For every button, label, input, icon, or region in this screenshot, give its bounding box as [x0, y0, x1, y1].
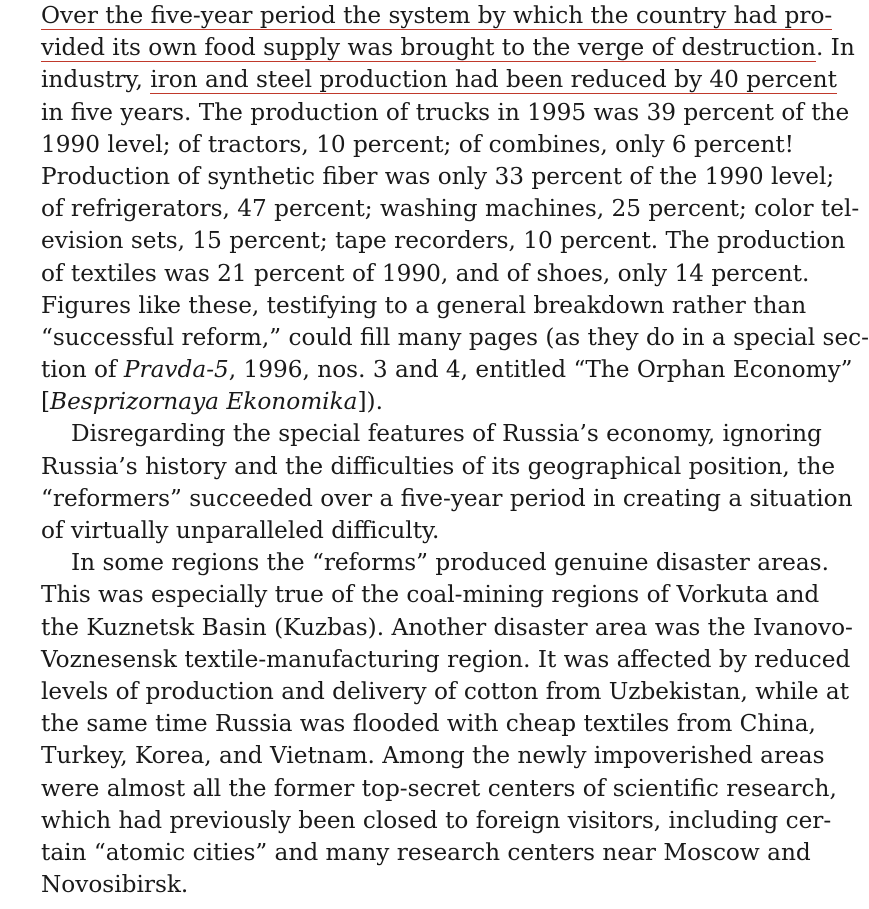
highlighted-text: iron and steel production had been reduced by 40 percent	[150, 66, 837, 94]
text-run: levels of production and delivery of cotton from Uzbekistan, while at	[41, 677, 850, 705]
text-line	[41, 547, 829, 579]
italic-text: Pravda-5	[123, 356, 229, 384]
text-run: [	[41, 388, 51, 416]
text-run: in five years. The production of trucks in 1995 was 39 percent of the	[41, 98, 850, 126]
text-line	[41, 773, 837, 805]
text-run: of virtually unparalleled difficulty.	[41, 517, 440, 544]
paragraph	[41, 547, 853, 901]
text-line	[41, 32, 855, 64]
text-line	[41, 676, 850, 708]
highlighted-text: vided its own food supply was brought to the verge of destruction	[41, 34, 816, 62]
document-page	[41, 0, 869, 901]
highlighted-text: Over the five-year period the system by which the country had pro-	[41, 2, 833, 29]
text-line	[41, 708, 816, 740]
text-line	[41, 644, 851, 676]
text-run: Turkey, Korea, and Vietnam. Among the newly impoverished areas	[41, 742, 825, 770]
text-line	[41, 612, 853, 644]
text-line	[41, 258, 810, 290]
text-run: 1990 level; of tractors, 10 percent; of combines, only 6 percent!	[41, 130, 794, 158]
text-run: of refrigerators, 47 percent; washing machines, 25 percent; color tel-	[41, 195, 860, 223]
text-run: Production of synthetic fiber was only 33 percent of the 1990 level;	[41, 162, 835, 190]
text-run: Figures like these, testifying to a general breakdown rather than	[41, 291, 807, 319]
text-run: tain “atomic cities” and many research centers near Moscow and	[41, 838, 811, 866]
text-run: “successful reform,” could fill many pages (as they do in a special sec-	[41, 323, 869, 351]
text-run: tion of	[41, 356, 124, 384]
text-line	[41, 386, 786, 418]
paragraph	[41, 418, 853, 547]
text-run: Novosibirsk.	[41, 871, 189, 899]
text-line	[41, 225, 846, 257]
text-line	[41, 129, 794, 161]
text-run: In some regions the “reforms” produced genuine disaster areas.	[71, 549, 829, 577]
text-run: “reformers” succeeded over a five-year period in creating a situation	[41, 484, 853, 512]
text-run: industry,	[41, 66, 151, 94]
text-line	[41, 354, 853, 386]
text-run: evision sets, 15 percent; tape recorders, 10 percent. The production	[41, 227, 846, 255]
text-run: were almost all the former top-secret centers of scientific research,	[41, 774, 837, 802]
text-run: which had previously been closed to foreign visitors, including cer-	[41, 806, 832, 834]
text-line	[41, 97, 850, 129]
text-run: the Kuznetsk Basin (Kuzbas). Another disaster area was the Ivanovo-	[41, 613, 853, 641]
text-run: of textiles was 21 percent of 1990, and of shoes, only 14 percent.	[41, 259, 810, 287]
text-line	[41, 579, 820, 611]
text-line	[41, 740, 825, 772]
text-line	[41, 837, 811, 869]
text-run: . In	[815, 34, 855, 62]
text-line	[41, 322, 869, 354]
text-line	[41, 805, 832, 837]
italic-text: Besprizornaya Ekonomika	[50, 388, 358, 416]
text-line	[41, 483, 853, 515]
text-run: the same time Russia was flooded with cheap textiles from China,	[41, 710, 816, 738]
text-line	[41, 515, 786, 547]
text-line	[41, 161, 835, 193]
text-run: Disregarding the special features of Russia’s economy, ignoring	[71, 420, 822, 448]
text-run: Voznesensk textile-manufacturing region. It was affected by reduced	[41, 645, 851, 673]
text-line	[41, 869, 786, 901]
text-line	[41, 290, 807, 322]
text-line	[41, 451, 836, 483]
text-run: Russia’s history and the difficulties of its geographical position, the	[41, 452, 836, 480]
text-line	[41, 418, 822, 450]
text-run: ]).	[357, 388, 383, 416]
text-line	[41, 193, 860, 225]
text-run: This was especially true of the coal-mining regions of Vorkuta and	[41, 581, 820, 609]
text-run: , 1996, nos. 3 and 4, entitled “The Orphan Economy”	[228, 356, 853, 384]
text-line	[41, 0, 833, 32]
paragraph	[41, 0, 869, 418]
text-line	[41, 64, 837, 96]
